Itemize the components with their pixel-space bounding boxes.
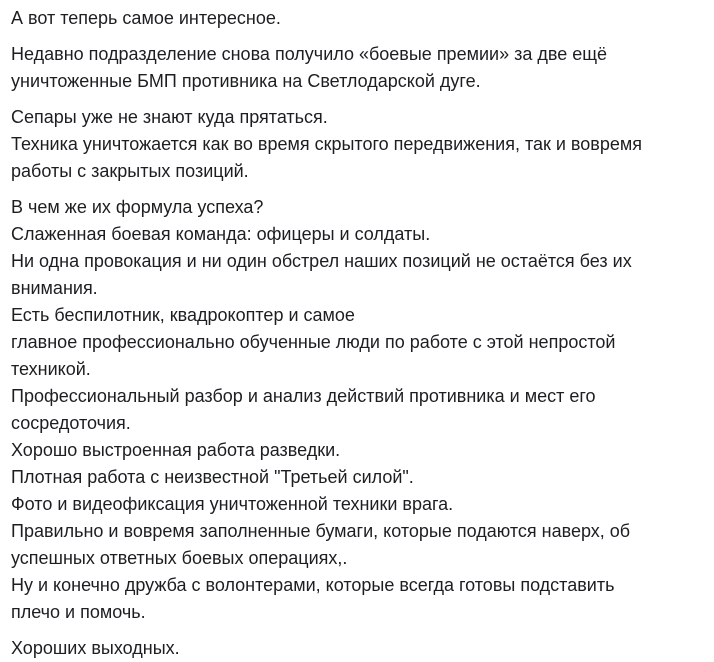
text-line: уничтоженные БМП противника на Светлодарской дуге. — [11, 71, 481, 91]
text-line: сосредоточия. — [11, 413, 131, 433]
text-line: техникой. — [11, 359, 91, 379]
paragraph — [11, 5, 714, 32]
paragraph — [11, 194, 714, 626]
text-line: Сепары уже не знают куда прятаться. — [11, 107, 328, 127]
text-line: плечо и помочь. — [11, 602, 146, 622]
text-line: внимания. — [11, 278, 98, 298]
text-line: Плотная работа с неизвестной "Третьей силой". — [11, 467, 414, 487]
paragraph — [11, 104, 714, 185]
text-line: работы с закрытых позиций. — [11, 161, 249, 181]
text-line: Слаженная боевая команда: офицеры и солдаты. — [11, 224, 431, 244]
text-line: В чем же их формула успеха? — [11, 197, 264, 217]
text-line: Недавно подразделение снова получило «боевые премии» за две ещё — [11, 44, 608, 64]
text-line: главное профессионально обученные люди по работе с этой непростой — [11, 332, 616, 352]
text-line: Хороших выходных. — [11, 638, 180, 658]
text-line: Ни одна провокация и ни один обстрел наших позиций не остаётся без их — [11, 251, 632, 271]
text-line: Техника уничтожается как во время скрытого передвижения, так и вовремя — [11, 134, 643, 154]
text-line: Хорошо выстроенная работа разведки. — [11, 440, 341, 460]
text-line: Ну и конечно дружба с волонтерами, которые всегда готовы подставить — [11, 575, 615, 595]
paragraph — [11, 41, 714, 95]
text-line: Фото и видеофиксация уничтоженной техники врага. — [11, 494, 454, 514]
text-line: Профессиональный разбор и анализ действий противника и мест его — [11, 386, 596, 406]
text-line: Есть беспилотник, квадрокоптер и самое — [11, 305, 355, 325]
text-line: А вот теперь самое интересное. — [11, 8, 281, 28]
text-line: успешных ответных боевых операциях,. — [11, 548, 348, 568]
text-line: Правильно и вовремя заполненные бумаги, которые подаются наверх, об — [11, 521, 631, 541]
paragraph — [11, 635, 714, 662]
